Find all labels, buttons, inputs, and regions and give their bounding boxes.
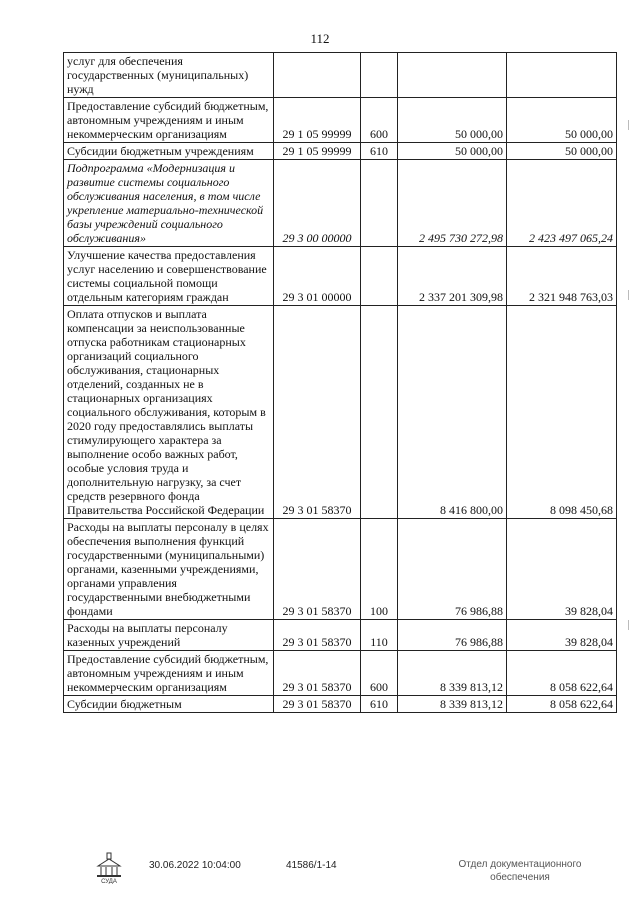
row-amount-approved: 76 986,88 <box>398 519 507 620</box>
row-expense-type: 600 <box>361 651 398 696</box>
row-target-code: 29 1 05 99999 <box>274 143 361 160</box>
row-target-code: 29 3 00 00000 <box>274 160 361 247</box>
row-description: Оплата отпусков и выплата компенсации за неиспользованные отпуска работникам стационарных организаций социального обслуживания, стационарных отделений, созданных не в стационарных организациях социального обслуживания, которым в 2020 году предоставлялись выплаты стимулирующего характера за выполнение особо важных работ, особые условия труда и дополнительную нагрузку, за счет средств резервного фонда Правительства Российской Федерации <box>64 306 274 519</box>
department-stamp <box>440 858 600 884</box>
footer-doc-number: 41586/1-14 <box>286 860 337 871</box>
table-row <box>64 247 617 306</box>
row-amount-executed: 39 828,04 <box>507 620 617 651</box>
stamp-line-1: Отдел документационного <box>458 859 582 870</box>
row-amount-executed: 50 000,00 <box>507 98 617 143</box>
table-row <box>64 519 617 620</box>
row-target-code: 29 3 01 58370 <box>274 306 361 519</box>
table-row <box>64 98 617 143</box>
row-amount-executed: 8 098 450,68 <box>507 306 617 519</box>
table-row <box>64 53 617 98</box>
row-amount-executed: 8 058 622,64 <box>507 651 617 696</box>
row-amount-executed: 50 000,00 <box>507 143 617 160</box>
row-amount-approved: 8 339 813,12 <box>398 696 507 713</box>
table-row <box>64 306 617 519</box>
row-description: Расходы на выплаты персоналу казенных учреждений <box>64 620 274 651</box>
row-expense-type <box>361 306 398 519</box>
row-expense-type <box>361 160 398 247</box>
row-description: услуг для обеспечения государственных (муниципальных) нужд <box>64 53 274 98</box>
row-description: Предоставление субсидий бюджетным, автономным учреждениям и иным некоммерческим организациям <box>64 98 274 143</box>
row-expense-type: 610 <box>361 143 398 160</box>
margin-mark <box>628 290 629 300</box>
stamp-line-2: обеспечения <box>490 872 550 883</box>
margin-mark <box>628 620 629 630</box>
row-amount-executed: 2 321 948 763,03 <box>507 247 617 306</box>
row-description: Предоставление субсидий бюджетным, автономным учреждениям и иным некоммерческим организациям <box>64 651 274 696</box>
row-amount-approved: 8 416 800,00 <box>398 306 507 519</box>
row-description: Субсидии бюджетным учреждениям <box>64 143 274 160</box>
logo-text: СУДА <box>101 879 117 884</box>
row-target-code: 29 3 01 00000 <box>274 247 361 306</box>
table-body <box>64 53 617 713</box>
row-description: Подпрограмма «Модернизация и развитие системы социального обслуживания населения, в том числе укрепление материально-технической базы учреждений социального обслуживания» <box>64 160 274 247</box>
table-row <box>64 160 617 247</box>
budget-table <box>63 52 617 713</box>
row-expense-type <box>361 53 398 98</box>
row-amount-approved: 50 000,00 <box>398 143 507 160</box>
row-target-code: 29 3 01 58370 <box>274 620 361 651</box>
row-expense-type <box>361 247 398 306</box>
row-amount-approved <box>398 53 507 98</box>
footer-timestamp: 30.06.2022 10:04:00 <box>149 860 241 871</box>
row-target-code: 29 3 01 58370 <box>274 696 361 713</box>
row-description: Субсидии бюджетным <box>64 696 274 713</box>
row-amount-executed: 39 828,04 <box>507 519 617 620</box>
row-amount-approved: 76 986,88 <box>398 620 507 651</box>
row-description: Улучшение качества предоставления услуг населению и совершенствование системы социальной помощи отдельным категориям граждан <box>64 247 274 306</box>
row-expense-type: 600 <box>361 98 398 143</box>
row-amount-approved: 50 000,00 <box>398 98 507 143</box>
row-description: Расходы на выплаты персоналу в целях обеспечения выполнения функций государственными (муниципальными) органами, казенными учреждениями, органами управления государственными внебюджетными фондами <box>64 519 274 620</box>
row-expense-type: 610 <box>361 696 398 713</box>
row-amount-executed: 2 423 497 065,24 <box>507 160 617 247</box>
table-row <box>64 143 617 160</box>
row-target-code: 29 3 01 58370 <box>274 651 361 696</box>
table-row <box>64 651 617 696</box>
row-target-code <box>274 53 361 98</box>
court-logo-icon <box>95 852 123 884</box>
row-amount-approved: 2 495 730 272,98 <box>398 160 507 247</box>
row-expense-type: 100 <box>361 519 398 620</box>
row-expense-type: 110 <box>361 620 398 651</box>
row-amount-approved: 2 337 201 309,98 <box>398 247 507 306</box>
row-target-code: 29 1 05 99999 <box>274 98 361 143</box>
table-row <box>64 620 617 651</box>
margin-mark <box>628 120 629 130</box>
table-row <box>64 696 617 713</box>
row-amount-executed <box>507 53 617 98</box>
row-target-code: 29 3 01 58370 <box>274 519 361 620</box>
page-number: 112 <box>310 31 330 46</box>
row-amount-executed: 8 058 622,64 <box>507 696 617 713</box>
row-amount-approved: 8 339 813,12 <box>398 651 507 696</box>
